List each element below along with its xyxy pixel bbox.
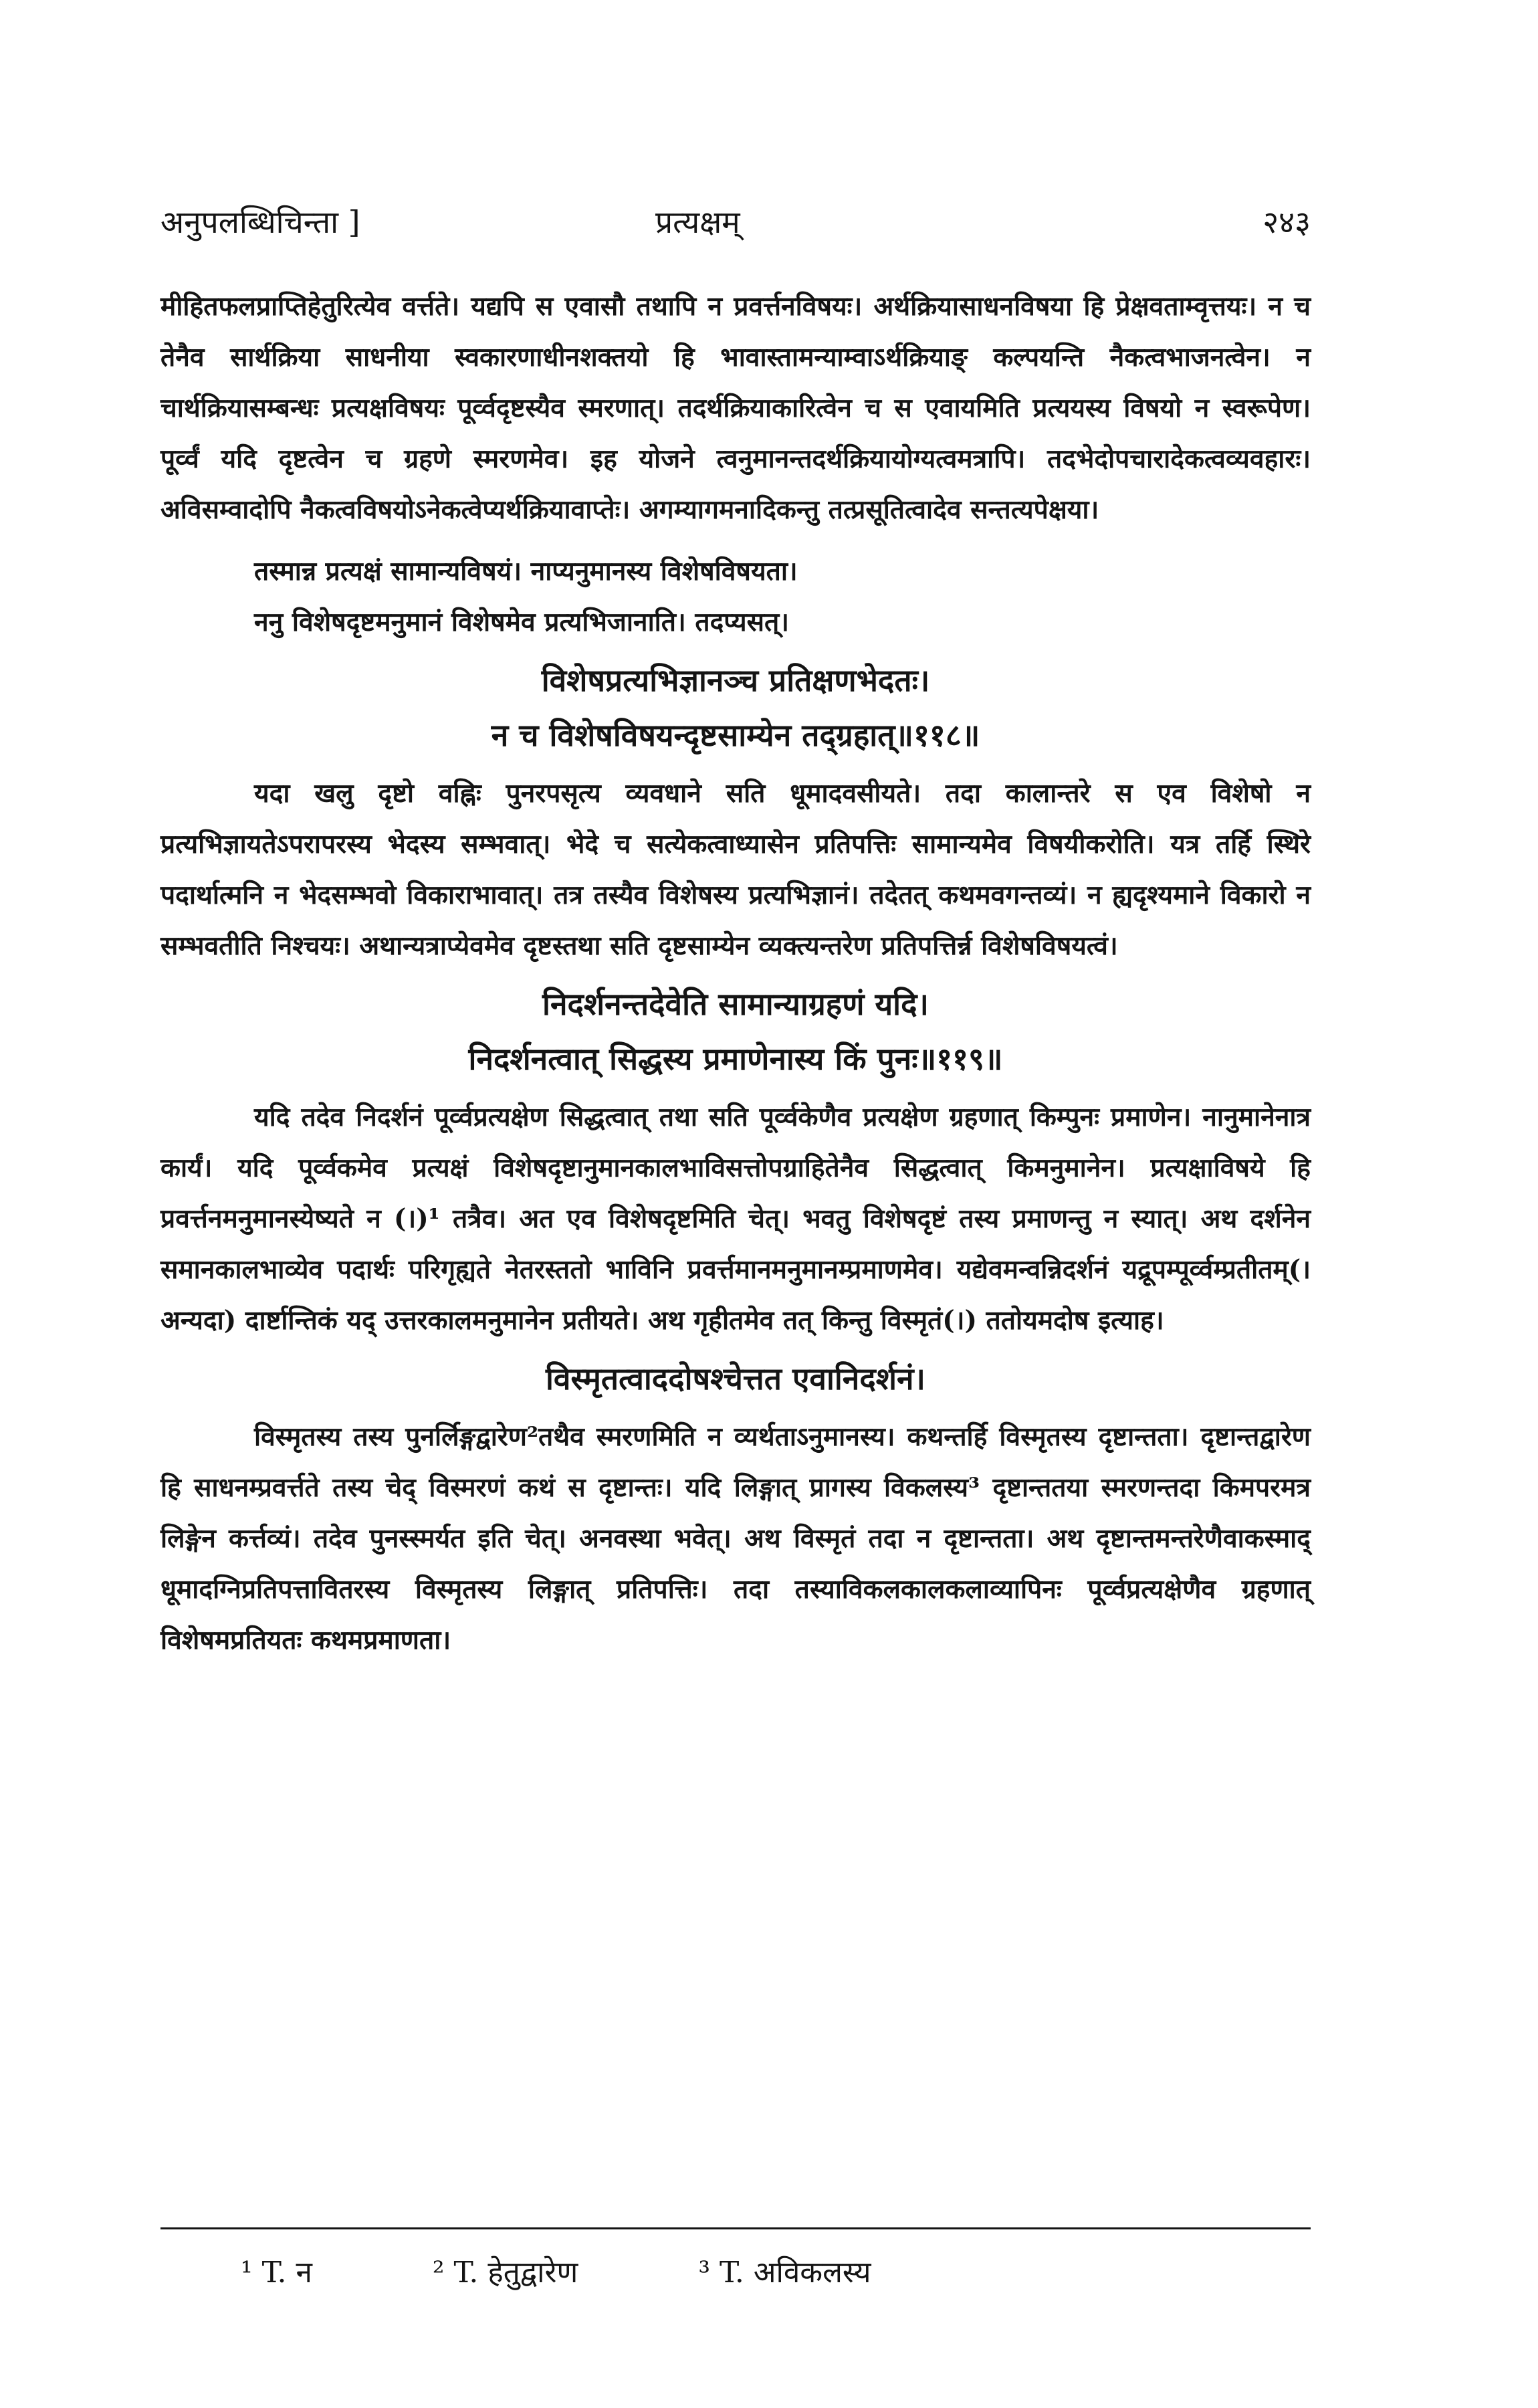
footnote-3: ³ T. अविकलस्य — [698, 2255, 871, 2290]
footnote-2: ² T. हेतुद्वारेण — [432, 2255, 578, 2290]
footnotes — [241, 2251, 1311, 2291]
text-line-1: तस्मान्न प्रत्यक्षं सामान्यविषयं। नाप्यनुमानस्य विशेषविषयता। — [254, 556, 798, 587]
paragraph-3: यदि तदेव निदर्शनं पूर्व्वप्रत्यक्षेण सिद्धत्वात् तथा सति पूर्व्वकेणैव प्रत्यक्षेण ग्रहणात् किम्पुनः प्रमाणेन। नानुमानेनात्र कार्यं। यदि पूर्व्वकमेव प्रत्यक्षं विशेषदृष्टानुमानकालभाविसत्तोपग्राहितेनैव सिद्धत्वात् किमनुमानेन। प्रत्यक्षाविषये हि प्रवर्त्तनमनुमानस्येष्यते न (।)¹ तत्रैव। अत एव विशेषदृष्टमिति चेत्। भवतु विशेषदृष्टं तस्य प्रमाणन्तु न स्यात्। अथ दर्शनेन समानकालभाव्येव पदार्थः परिगृह्यते नेतरस्ततो भाविनि प्रवर्त्तमानमनुमानम्प्रमाणमेव। यद्येवमन्वन्निदर्शनं यद्रूपम्पूर्व्वम्प्रतीतम्(। अन्यदा) दार्ष्टान्तिकं यद् उत्तरकालमनुमानेन प्रतीयते। अथ गृहीतमेव तत् किन्तु विस्मृतं(।) ततोयमदोष इत्याह। — [160, 1102, 1311, 1336]
paragraph-1: मीहितफलप्राप्तिहेतुरित्येव वर्त्तते। यद्यपि स एवासौ तथापि न प्रवर्त्तनविषयः। अर्थक्रियासाधनविषया हि प्रेक्षवताम्वृत्तयः। न च तेनैव सार्थक्रिया साधनीया स्वकारणाधीनशक्तयो हि भावास्तामन्याम्वाऽर्थक्रियाङ् कल्पयन्ति नैकत्वभाजनत्वेन। न चार्थक्रियासम्बन्धः प्रत्यक्षविषयः पूर्व्वदृष्टस्यैव स्मरणात्। तदर्थक्रियाकारित्वेन च स एवायमिति प्रत्ययस्य विषयो न स्वरूपेण। पूर्व्वं यदि दृष्टत्वेन च ग्रहणे स्मरणमेव। इह योजने त्वनुमानन्तदर्थक्रियायोग्यत्वमत्रापि। तदभेदोपचारादेकत्वव्यवहारः। अविसम्वादोपि नैकत्वविषयोऽनेकत्वेप्यर्थक्रियावाप्तेः। अगम्यागमनादिकन्तु तत्प्रसूतित्वादेव सन्तत्यपेक्षया। — [160, 291, 1311, 525]
paragraph-2: यदा खलु दृष्टो वह्निः पुनरपसृत्य व्यवधाने सति धूमादवसीयते। तदा कालान्तरे स एव विशेषो न प्रत्यभिज्ञायतेऽपरापरस्य भेदस्य सम्भवात्। भेदे च सत्येकत्वाध्यासेन प्रतिपत्तिः सामान्यमेव विषयीकरोति। यत्र तर्हि स्थिरे पदार्थात्मनि न भेदसम्भवो विकाराभावात्। तत्र तस्यैव विशेषस्य प्रत्यभिज्ञानं। तदेतत् कथमवगन्तव्यं। न ह्यदृश्यमाने विकारो न सम्भवतीति निश्चयः। अथान्यत्राप्येवमेव दृष्टस्तथा सति दृष्टसाम्येन व्यक्त्यन्तरेण प्रतिपत्तिर्न्न विशेषविषयत्वं। — [160, 778, 1311, 961]
footnote-1: ¹ T. न — [241, 2255, 312, 2290]
page-number: २४३ — [1262, 204, 1311, 240]
chapter-title: अनुपलब्धिचिन्ता ] — [160, 204, 360, 240]
footnote-divider — [160, 2227, 1311, 2229]
verse-118 — [160, 653, 1311, 763]
verse-118-line-2: न च विशेषविषयन्दृष्टसाम्येन तद्ग्रहात्॥११८॥ — [491, 717, 980, 753]
verse-119-line-2: निदर्शनत्वात् सिद्धस्य प्रमाणेनास्य किं पुनः॥११९॥ — [468, 1041, 1003, 1077]
running-header — [160, 201, 1311, 247]
verse-120-line-1: विस्मृतत्वाददोषश्चेत्तत एवानिदर्शनं। — [546, 1361, 925, 1397]
paragraph-4: विस्मृतस्य तस्य पुनर्लिङ्गद्वारेण²तथैव स्मरणमिति न व्यर्थताऽनुमानस्य। कथन्तर्हि विस्मृतस्य दृष्टान्तता। दृष्टान्तद्वारेण हि साधनम्प्रवर्त्तते तस्य चेद् विस्मरणं कथं स दृष्टान्तः। यदि लिङ्गात् प्रागस्य विकलस्य³ दृष्टान्ततया स्मरणन्तदा किमपरमत्र लिङ्गेन कर्त्तव्यं। तदेव पुनस्स्मर्यत इति चेत्। अनवस्था भवेत्। अथ विस्मृतं तदा न दृष्टान्तता। अथ दृष्टान्तमन्तरेणैवाकस्माद् धूमादग्निप्रतिपत्तावितरस्य विस्मृतस्य लिङ्गात् प्रतिपत्तिः। तदा तस्याविकलकालकलाव्यापिनः पूर्व्वप्रत्यक्षेणैव ग्रहणात् विशेषमप्रतियतः कथमप्रमाणता। — [160, 1421, 1311, 1656]
page-body — [160, 281, 1311, 1666]
text-line-2: ननु विशेषदृष्टमनुमानं विशेषमेव प्रत्यभिजानाति। तदप्यसत्। — [254, 607, 790, 637]
verse-118-line-1: विशेषप्रत्यभिज्ञानञ्च प्रतिक्षणभेदतः। — [541, 662, 930, 698]
verse-119 — [160, 977, 1311, 1086]
verse-120 — [160, 1351, 1311, 1406]
section-title: प्रत्यक्षम् — [655, 204, 740, 240]
verse-119-line-1: निदर्शनन्तदेवेति सामान्याग्रहणं यदि। — [542, 986, 929, 1022]
